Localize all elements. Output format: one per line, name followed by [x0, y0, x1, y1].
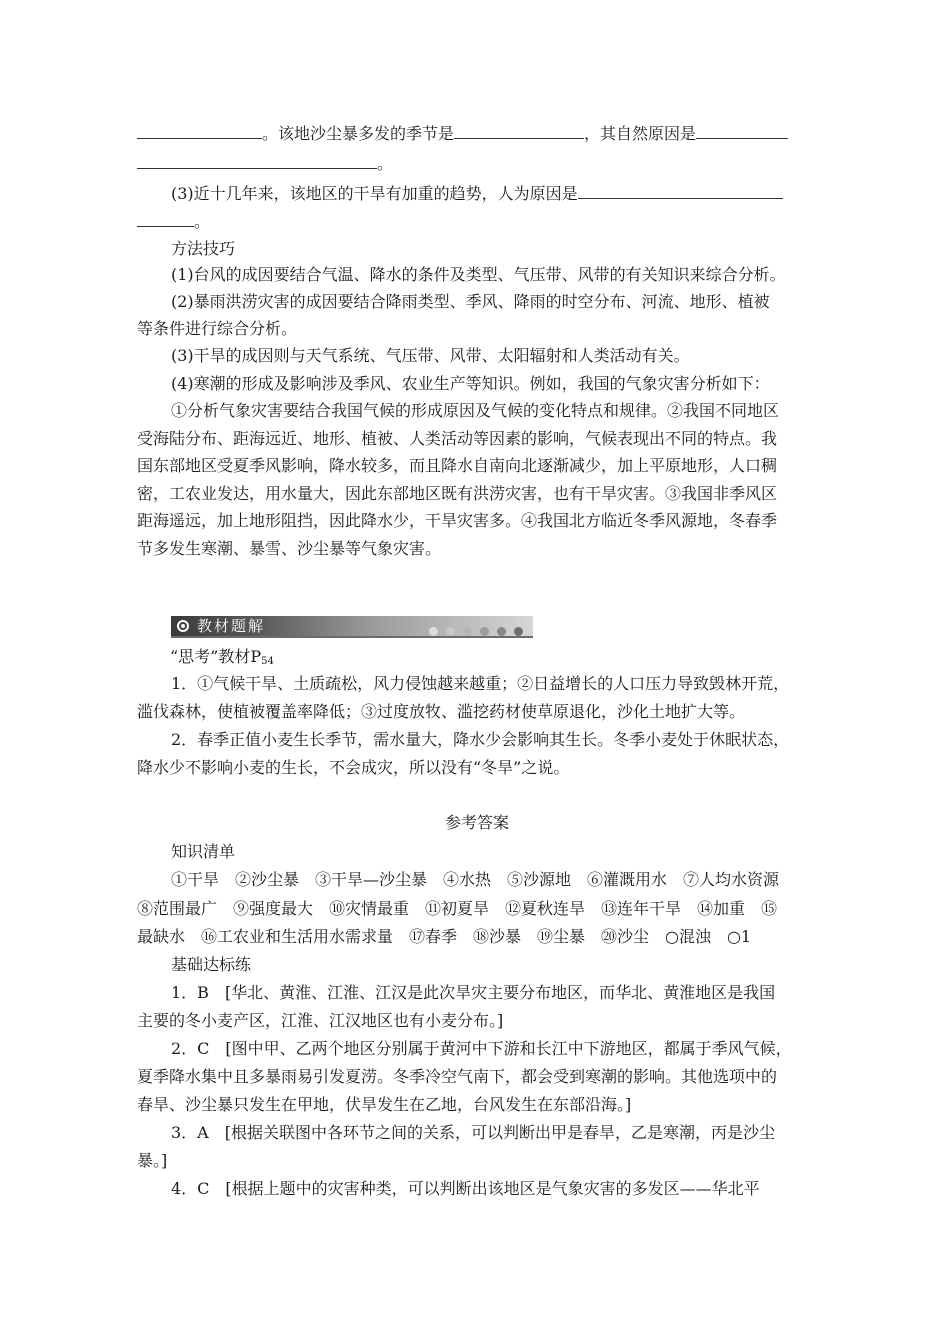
method-p2b: 等条件进行综合分析。 [137, 319, 298, 338]
think-reference [170, 644, 850, 673]
answer-blank [578, 180, 783, 199]
textbook-a1a: 1．①气候干旱、土质疏松，风力侵蚀越来越重；②日益增长的人口压力导致毁林开荒， [171, 674, 790, 693]
textbook-a1b: 滥伐森林，使植被覆盖率降低；③过度放牧、滥挖药材使草原退化，沙化土地扩大等。 [137, 702, 746, 721]
text-segment: 。 [377, 154, 394, 173]
method-p4: (4)寒潮的形成及影响涉及季风、农业生产等知识。例如，我国的气象灾害分析如下： [171, 374, 770, 393]
answer-q3b: 暴。] [137, 1151, 168, 1170]
answer-blank [137, 208, 194, 227]
dot-icon [497, 627, 506, 636]
knowledge-line-1: ①干旱 ②沙尘暴 ③干旱—沙尘暴 ④水热 ⑤沙源地 ⑥灌溉用水 ⑦人均水资源 [171, 870, 780, 889]
page-ref: P [250, 647, 262, 666]
answer-blank [137, 150, 377, 169]
method-p5f: 节多发生寒潮、暴雪、沙尘暴等气象灾害。 [137, 539, 442, 558]
answer-q1a: 1．B [华北、黄淮、江淮、江汉是此次旱灾主要分布地区，而华北、黄淮地区是我国 [171, 983, 776, 1002]
answer-q2b: 夏季降水集中且多暴雨易引发夏涝。冬季冷空气南下，都会受到寒潮的影响。其他选项中的 [137, 1067, 778, 1086]
answer-q2a: 2．C [图中甲、乙两个地区分别属于黄河中下游和长江中下游地区，都属于季风气候， [171, 1039, 792, 1058]
text-segment: ，其自然原因是 [584, 124, 697, 143]
fill-line-1 [137, 120, 817, 147]
think-label: “思考”教材 [170, 647, 251, 666]
textbook-a2b: 降水少不影响小麦的生长，不会成灾，所以没有“冬旱”之说。 [137, 758, 570, 777]
method-p5d: 密，工农业发达，用水量大，因此东部地区既有洪涝灾害，也有干旱灾害。③我国非季风区 [137, 484, 778, 503]
decorative-dots [421, 621, 523, 631]
text-segment: 。 [194, 212, 211, 231]
textbook-a2a: 2．春季正值小麦生长季节，需水量大，降水少会影响其生长。冬季小麦处于休眠状态， [171, 730, 790, 749]
fill-line-4 [137, 208, 817, 235]
answer-q1b: 主要的冬小麦产区，江淮、江汉地区也有小麦分布。] [137, 1011, 504, 1030]
answer-blank [696, 120, 788, 139]
basic-heading: 基础达标练 [171, 955, 252, 974]
knowledge-heading: 知识清单 [171, 842, 236, 861]
method-p5a: ①分析气象灾害要结合我国气候的形成原因及气候的变化特点和规律。②我国不同地区 [171, 401, 780, 420]
dot-icon [446, 627, 455, 636]
method-p2a: (2)暴雨洪涝灾害的成因要结合降雨类型、季风、降雨的时空分布、河流、地形、植被 [171, 292, 770, 311]
knowledge-line-3: 最缺水 ⑯工农业和生活用水需求量 ⑰春季 ⑱沙暴 ⑲尘暴 ⑳沙尘 ○混浊 ○1 [137, 927, 752, 946]
answers-title: 参考答案 [444, 813, 509, 832]
answer-q4a: 4．C [根据上题中的灾害种类，可以判断出该地区是气象灾害的多发区——华北平 [171, 1179, 760, 1198]
bullet-icon [177, 620, 189, 632]
method-p5c: 国东部地区受夏季风影响，降水较多，而且降水自南向北逐渐减少，加上平原地形，人口稠 [137, 456, 778, 475]
dot-icon [429, 627, 438, 636]
dot-icon [514, 627, 523, 636]
text-segment: 。该地沙尘暴多发的季节是 [262, 124, 455, 143]
method-p5b: 受海陆分布、距海远近、地形、植被、人类活动等因素的影响，气候表现出不同的特点。我 [137, 429, 778, 448]
method-heading: 方法技巧 [171, 239, 236, 258]
answer-q3a: 3．A [根据关联图中各环节之间的关系，可以判断出甲是春旱，乙是寒潮，丙是沙尘 [171, 1123, 775, 1142]
dot-icon [463, 627, 472, 636]
method-p3: (3)干旱的成因则与天气系统、气压带、风带、太阳辐射和人类活动有关。 [171, 346, 690, 365]
dot-icon [480, 627, 489, 636]
fill-line-2 [137, 150, 817, 177]
answer-q2c: 春旱、沙尘暴只发生在甲地，伏旱发生在乙地，台风发生在东部沿海。] [137, 1095, 632, 1114]
banner-title: 教材题解 [197, 617, 266, 635]
section-banner [171, 616, 533, 638]
answer-blank [454, 120, 584, 139]
answer-blank [137, 120, 262, 139]
fill-line-3 [137, 180, 817, 207]
page-number: 54 [261, 656, 274, 667]
method-p5e: 距海遥远，加上地形阻挡，因此降水少，干旱灾害多。④我国北方临近冬季风源地，冬春季 [137, 511, 778, 530]
knowledge-line-2: ⑧范围最广 ⑨强度最大 ⑩灾情最重 ⑪初夏旱 ⑫夏秋连旱 ⑬连年干旱 ⑭加重 ⑮ [137, 899, 778, 918]
method-p1: (1)台风的成因要结合气温、降水的条件及类型、气压带、风带的有关知识来综合分析。 [171, 265, 786, 284]
text-segment: (3)近十几年来，该地区的干旱有加重的趋势，人为原因是 [171, 184, 578, 203]
